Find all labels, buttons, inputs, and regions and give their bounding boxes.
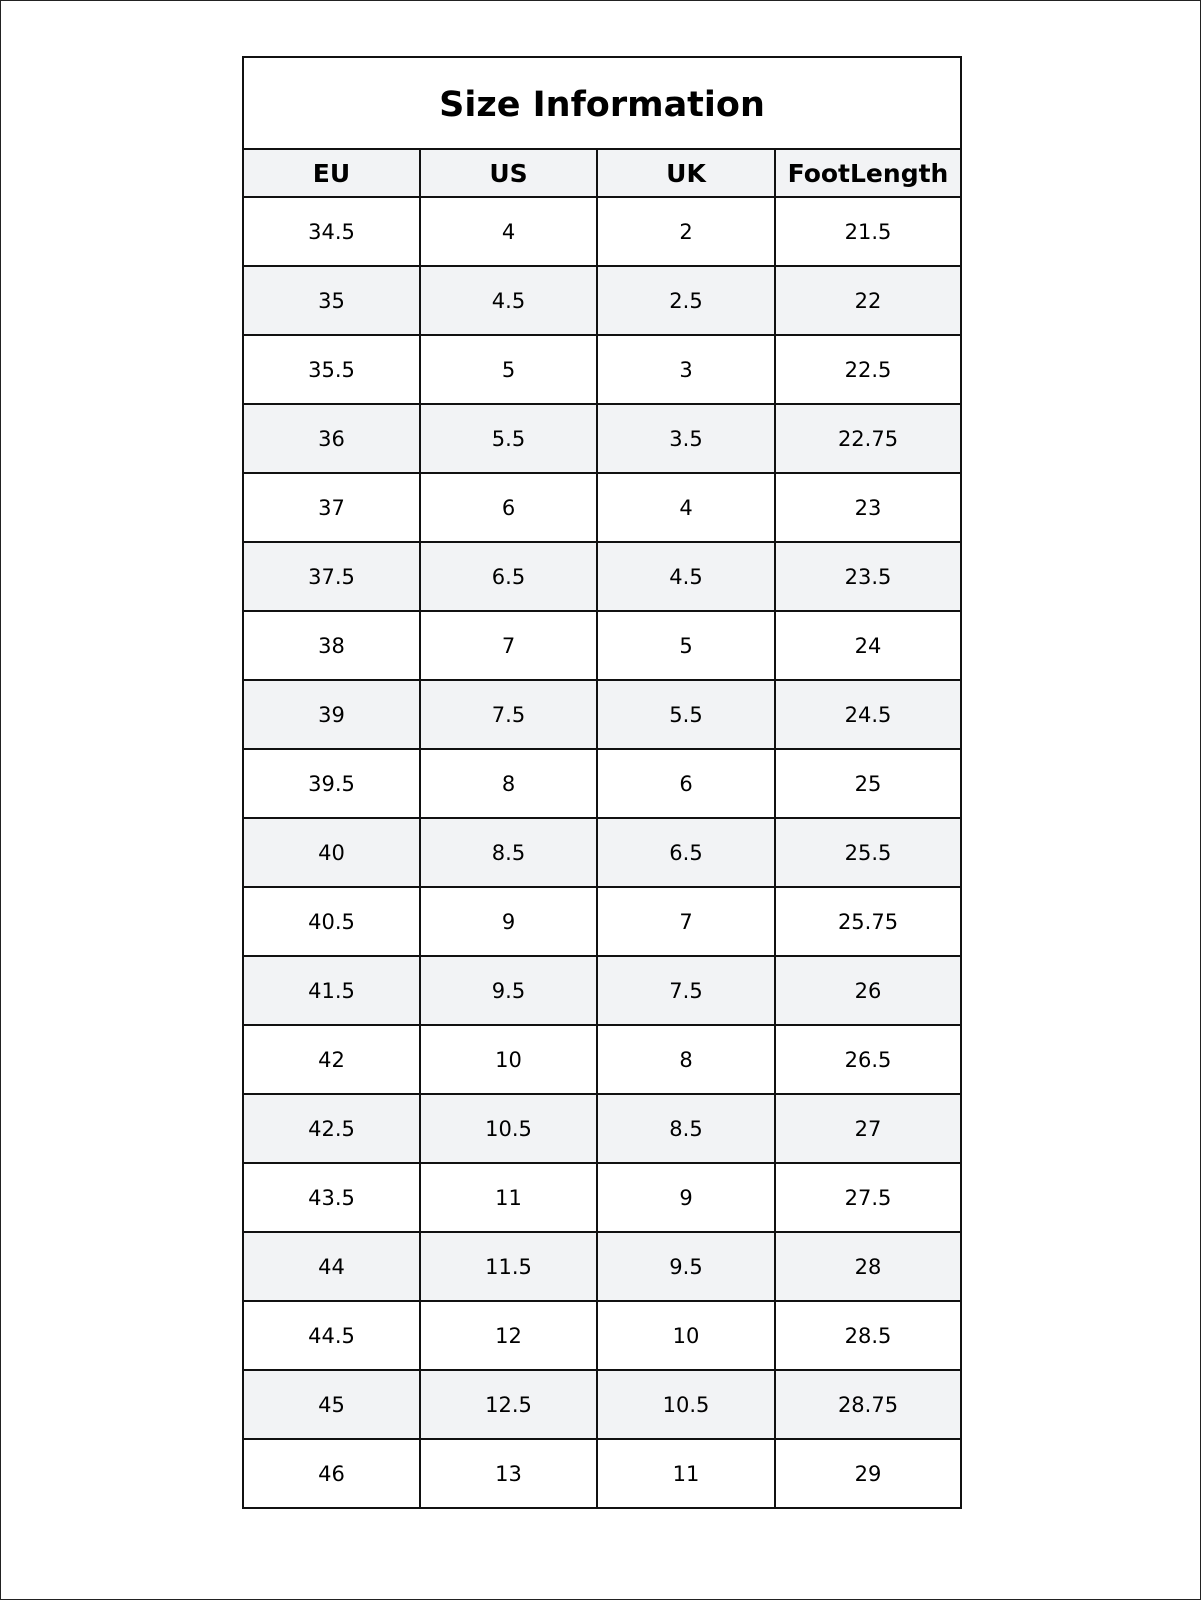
cell-us: 10.5 <box>420 1094 597 1163</box>
column-header-uk: UK <box>597 149 775 197</box>
cell-uk: 8 <box>597 1025 775 1094</box>
cell-us: 4 <box>420 197 597 266</box>
table-row <box>243 611 961 680</box>
cell-us: 11.5 <box>420 1232 597 1301</box>
cell-uk: 6 <box>597 749 775 818</box>
cell-us: 5 <box>420 335 597 404</box>
cell-uk: 10 <box>597 1301 775 1370</box>
table-row <box>243 1301 961 1370</box>
cell-footlength: 26 <box>775 956 961 1025</box>
cell-uk: 8.5 <box>597 1094 775 1163</box>
cell-uk: 4.5 <box>597 542 775 611</box>
cell-footlength: 29 <box>775 1439 961 1508</box>
cell-footlength: 27.5 <box>775 1163 961 1232</box>
table-row <box>243 956 961 1025</box>
table-row <box>243 404 961 473</box>
cell-uk: 7 <box>597 887 775 956</box>
cell-footlength: 21.5 <box>775 197 961 266</box>
cell-eu: 44 <box>243 1232 420 1301</box>
table-row <box>243 1370 961 1439</box>
cell-us: 5.5 <box>420 404 597 473</box>
size-chart-table <box>242 56 962 1509</box>
cell-footlength: 27 <box>775 1094 961 1163</box>
cell-eu: 41.5 <box>243 956 420 1025</box>
cell-footlength: 28 <box>775 1232 961 1301</box>
cell-footlength: 25 <box>775 749 961 818</box>
cell-footlength: 25.5 <box>775 818 961 887</box>
cell-footlength: 22.5 <box>775 335 961 404</box>
cell-uk: 10.5 <box>597 1370 775 1439</box>
table-row <box>243 887 961 956</box>
cell-footlength: 23 <box>775 473 961 542</box>
cell-eu: 40 <box>243 818 420 887</box>
cell-uk: 7.5 <box>597 956 775 1025</box>
cell-us: 8 <box>420 749 597 818</box>
cell-eu: 37 <box>243 473 420 542</box>
cell-eu: 39 <box>243 680 420 749</box>
cell-eu: 39.5 <box>243 749 420 818</box>
table-row <box>243 266 961 335</box>
cell-footlength: 24.5 <box>775 680 961 749</box>
cell-uk: 5.5 <box>597 680 775 749</box>
cell-us: 12.5 <box>420 1370 597 1439</box>
table-row <box>243 197 961 266</box>
table-row <box>243 542 961 611</box>
table-row <box>243 473 961 542</box>
cell-eu: 45 <box>243 1370 420 1439</box>
column-header-eu: EU <box>243 149 420 197</box>
table-row <box>243 749 961 818</box>
column-header-footlength: FootLength <box>775 149 961 197</box>
table-row <box>243 335 961 404</box>
cell-us: 11 <box>420 1163 597 1232</box>
size-rows <box>243 197 961 1508</box>
cell-eu: 42.5 <box>243 1094 420 1163</box>
cell-us: 9 <box>420 887 597 956</box>
cell-eu: 43.5 <box>243 1163 420 1232</box>
table-row <box>243 1094 961 1163</box>
cell-uk: 3.5 <box>597 404 775 473</box>
cell-uk: 5 <box>597 611 775 680</box>
cell-uk: 11 <box>597 1439 775 1508</box>
cell-eu: 35 <box>243 266 420 335</box>
cell-eu: 40.5 <box>243 887 420 956</box>
cell-us: 9.5 <box>420 956 597 1025</box>
cell-us: 7.5 <box>420 680 597 749</box>
table-row <box>243 1232 961 1301</box>
cell-uk: 2 <box>597 197 775 266</box>
cell-uk: 9.5 <box>597 1232 775 1301</box>
column-header-us: US <box>420 149 597 197</box>
cell-eu: 38 <box>243 611 420 680</box>
cell-eu: 44.5 <box>243 1301 420 1370</box>
cell-footlength: 24 <box>775 611 961 680</box>
cell-us: 10 <box>420 1025 597 1094</box>
cell-eu: 37.5 <box>243 542 420 611</box>
cell-eu: 46 <box>243 1439 420 1508</box>
cell-footlength: 25.75 <box>775 887 961 956</box>
cell-us: 12 <box>420 1301 597 1370</box>
cell-footlength: 28.75 <box>775 1370 961 1439</box>
cell-footlength: 22 <box>775 266 961 335</box>
cell-us: 13 <box>420 1439 597 1508</box>
cell-footlength: 28.5 <box>775 1301 961 1370</box>
cell-uk: 9 <box>597 1163 775 1232</box>
cell-eu: 34.5 <box>243 197 420 266</box>
cell-uk: 4 <box>597 473 775 542</box>
cell-uk: 3 <box>597 335 775 404</box>
cell-us: 4.5 <box>420 266 597 335</box>
cell-uk: 2.5 <box>597 266 775 335</box>
title-row <box>243 57 961 149</box>
cell-eu: 36 <box>243 404 420 473</box>
cell-eu: 35.5 <box>243 335 420 404</box>
cell-eu: 42 <box>243 1025 420 1094</box>
table-row <box>243 680 961 749</box>
table-row <box>243 1439 961 1508</box>
cell-footlength: 23.5 <box>775 542 961 611</box>
table-row <box>243 1025 961 1094</box>
table-row <box>243 1163 961 1232</box>
cell-uk: 6.5 <box>597 818 775 887</box>
table-row <box>243 818 961 887</box>
cell-footlength: 26.5 <box>775 1025 961 1094</box>
column-header-row <box>243 149 961 197</box>
cell-us: 6.5 <box>420 542 597 611</box>
cell-us: 6 <box>420 473 597 542</box>
cell-us: 8.5 <box>420 818 597 887</box>
cell-footlength: 22.75 <box>775 404 961 473</box>
cell-us: 7 <box>420 611 597 680</box>
table-title: Size Information <box>243 57 961 149</box>
